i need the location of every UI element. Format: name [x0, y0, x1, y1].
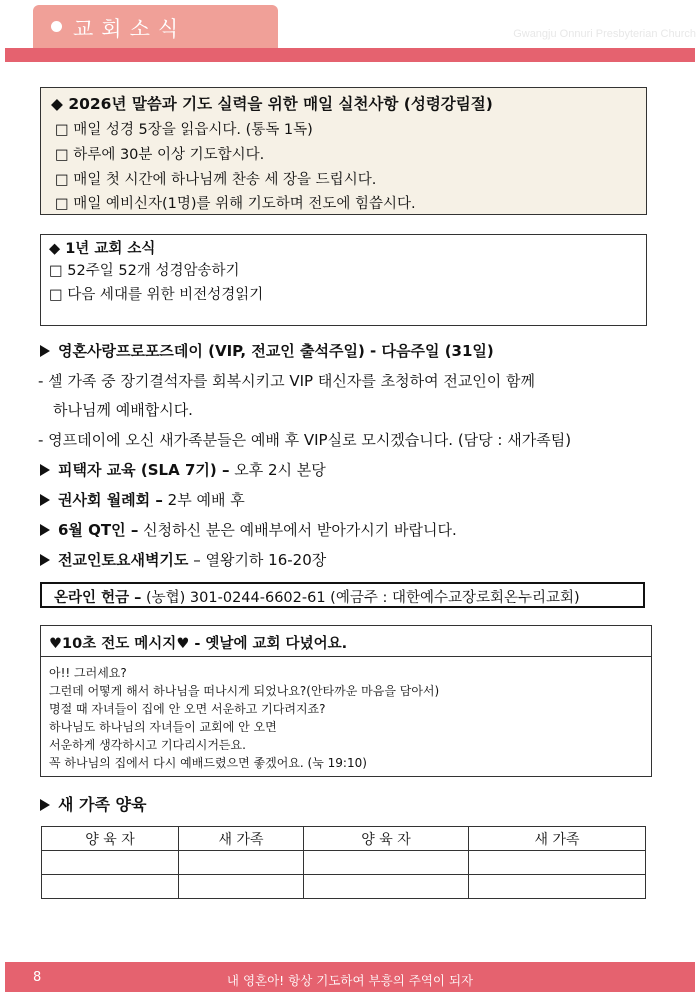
table-cell[interactable] — [469, 851, 646, 875]
table-cell[interactable] — [42, 851, 179, 875]
message-header — [41, 626, 651, 657]
council-item — [40, 489, 245, 510]
online-giving-box — [40, 582, 645, 608]
header-bar — [5, 48, 695, 62]
yearly-news-box — [40, 234, 647, 326]
table-cell[interactable] — [304, 851, 469, 875]
sla-detail: 오후 2시 본당 — [229, 461, 326, 479]
council-label: 권사회 월례회 – — [58, 491, 163, 509]
table-cell[interactable] — [42, 875, 179, 899]
qt-label: 6월 QT인 – — [58, 521, 139, 539]
practice-item: □ 매일 성경 5장을 읽읍시다. (통독 1독) — [55, 122, 313, 138]
triangle-bullet-icon — [40, 524, 50, 536]
message-title: ♥10초 전도 메시지♥ - 옛날에 교회 다녔어요. — [49, 636, 348, 652]
header-tab — [33, 5, 278, 48]
table-cell[interactable] — [179, 875, 304, 899]
triangle-bullet-icon — [40, 464, 50, 476]
table-row — [42, 875, 646, 899]
propose-line: 하나님께 예배합시다. — [53, 401, 193, 419]
triangle-bullet-icon — [40, 494, 50, 506]
column-header: 양 육 자 — [304, 827, 469, 851]
qt-detail: 신청하신 분은 예배부에서 받아가시기 바랍니다. — [138, 521, 457, 539]
triangle-bullet-icon — [40, 345, 50, 357]
yearly-item: □ 52주일 52개 성경암송하기 — [49, 263, 240, 279]
propose-line: - 셀 가족 중 장기결석자를 회복시키고 VIP 태신자를 초청하여 전교인이 함께 — [38, 372, 536, 390]
column-header: 새 가족 — [179, 827, 304, 851]
message-line: 명절 때 자녀들이 집에 안 오면 서운하고 기다려지죠? — [49, 702, 326, 716]
column-header: 새 가족 — [469, 827, 646, 851]
page-number: 8 — [33, 970, 42, 985]
giving-details: (농협) 301-0244-6602-61 (예금주 : 대한예수교장로회온누리교회) — [141, 590, 580, 606]
giving-label: 온라인 헌금 – — [54, 590, 142, 606]
adoption-heading — [40, 792, 146, 815]
bullet-dot-icon — [51, 21, 62, 32]
message-line: 아!! 그러세요? — [49, 666, 127, 680]
table-cell[interactable] — [304, 875, 469, 899]
triangle-bullet-icon — [40, 554, 50, 566]
sla-label: 피택자 교육 (SLA 7기) – — [58, 461, 230, 479]
yearly-title: ◆ 1년 교회 소식 — [49, 241, 156, 257]
propose-title: 영혼사랑프로포즈데이 (VIP, 전교인 출석주일) - 다음주일 (31일) — [58, 342, 494, 360]
footer-motto: 내 영혼아! 항상 기도하여 부흥의 주역이 되자 — [226, 973, 474, 988]
propose-line: - 영프데이에 오신 새가족분들은 예배 후 VIP실로 모시겠습니다. (담당 : 새가족팀) — [38, 431, 572, 449]
message-line: 하나님도 하나님의 자녀들이 교회에 안 오면 — [49, 720, 277, 734]
yearly-item: □ 다음 세대를 위한 비전성경읽기 — [49, 287, 264, 303]
qt-item — [40, 519, 457, 540]
propose-day-heading — [40, 340, 494, 361]
table-row — [42, 851, 646, 875]
table-header-row — [42, 827, 646, 851]
message-line: 그런데 어떻게 해서 하나님을 떠나시게 되었나요?(안타까운 마음을 담아서) — [49, 684, 440, 698]
column-header: 양 육 자 — [42, 827, 179, 851]
table-cell[interactable] — [469, 875, 646, 899]
message-line: 꼭 하나님의 집에서 다시 예배드렸으면 좋겠어요. (눅 19:10) — [49, 756, 367, 770]
triangle-bullet-icon — [40, 799, 50, 811]
adoption-title: 새 가족 양육 — [58, 795, 147, 814]
practice-title: ◆ 2026년 말씀과 기도 실력을 위한 매일 실천사항 (성령강림절) — [51, 95, 493, 113]
footer-bar — [5, 962, 695, 992]
message-line: 서운하게 생각하시고 기다리시거든요. — [49, 738, 246, 752]
dawn-label: 전교인토요새벽기도 — [58, 551, 189, 569]
council-detail: 2부 예배 후 — [162, 491, 245, 509]
adoption-table — [41, 826, 646, 899]
page-title: 교회소식 — [73, 17, 187, 41]
evangelism-message-box — [40, 625, 652, 777]
table-cell[interactable] — [179, 851, 304, 875]
practice-item: □ 하루에 30분 이상 기도합시다. — [55, 147, 265, 163]
practice-item: □ 매일 첫 시간에 하나님께 찬송 세 장을 드립시다. — [55, 172, 377, 188]
dawn-prayer-item — [40, 549, 326, 570]
dawn-detail: – 열왕기하 16-20장 — [188, 551, 327, 569]
church-name: Gwangju Onnuri Presbyterian Church — [513, 28, 696, 40]
sla-item — [40, 459, 326, 480]
practice-item: □ 매일 예비신자(1명)를 위해 기도하며 전도에 힘씁시다. — [55, 196, 416, 212]
daily-practice-box — [40, 87, 647, 215]
